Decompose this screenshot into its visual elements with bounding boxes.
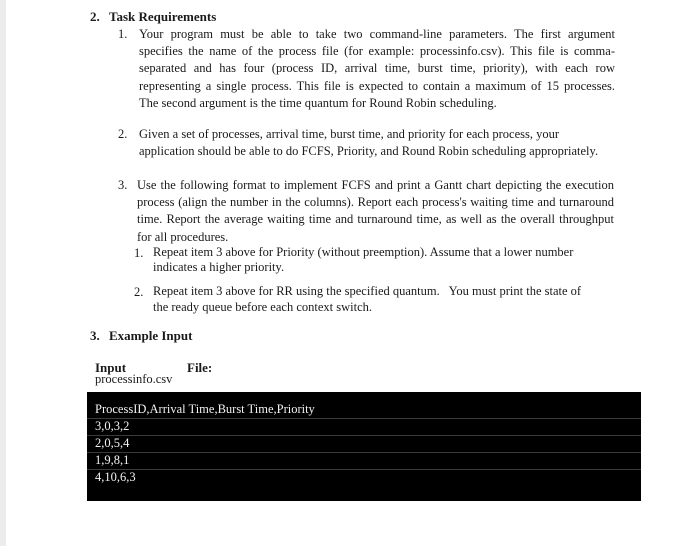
csv-code-block (87, 392, 641, 501)
item-1-line: Your program must be able to take two command-line parameters. The first argument (139, 27, 615, 41)
subitem-1-paragraph (153, 245, 593, 274)
item-1-line: specifies the name of the process file (for example: processinfo.csv). This file is comma- (139, 44, 615, 59)
subitem-2-number: 2. (134, 285, 144, 299)
section-3-title: Example Input (109, 328, 193, 343)
item-2-line: Given a set of processes, arrival time, burst time, and priority for each process, your (139, 127, 560, 141)
file-label: File: (187, 360, 213, 375)
csv-row-text: 3,0,3,2 (95, 419, 130, 433)
item-3-line: time. Report the average waiting time and turnaround time, as well as the overall throughput (137, 212, 614, 227)
item-1-line: The second argument is the time quantum for Round Robin scheduling. (139, 95, 497, 110)
csv-row (87, 418, 641, 436)
item-1-paragraph (139, 26, 615, 112)
item-3-paragraph (137, 177, 614, 246)
csv-row (87, 392, 641, 419)
item-3-line: process (align the number in the columns). Report each process's waiting time and turnaround (137, 195, 614, 210)
csv-row-text: 1,9,8,1 (95, 453, 130, 467)
input-label: Input (95, 360, 127, 375)
csv-row-text: 2,0,5,4 (95, 436, 130, 450)
subitem-2-line: the ready queue before each context switch. (153, 299, 372, 314)
csv-header-text: ProcessID,Arrival Time,Burst Time,Priority (95, 402, 315, 416)
subitem-1-line: indicates a higher priority. (153, 259, 285, 274)
csv-row (87, 452, 641, 470)
subitem-1-number: 1. (134, 246, 144, 260)
section-2-number: 2. (90, 9, 100, 24)
subitem-2-line: Repeat item 3 above for RR using the specified quantum. You must print the state of (153, 284, 582, 298)
csv-row (87, 469, 641, 486)
item-1-line: separated and has four (process ID, arrival time, burst time, priority), with each row (139, 61, 615, 76)
csv-row (87, 435, 641, 453)
subitem-1-line: Repeat item 3 above for Priority (without preemption). Assume that a lower number (153, 245, 574, 259)
item-1-number: 1. (118, 27, 128, 41)
item-3-number: 3. (118, 178, 128, 192)
section-2-title: Task Requirements (109, 9, 217, 24)
file-name: processinfo.csv (95, 372, 173, 386)
item-1-line: representing a single process. This file is expected to contain a maximum of 15 processes. (139, 78, 615, 93)
page-left-edge (0, 0, 6, 546)
subitem-2-paragraph (153, 284, 598, 315)
item-3-line: for all procedures. (137, 229, 229, 244)
item-3-line: Use the following format to implement FCFS and print a Gantt chart depicting the execution (137, 178, 614, 192)
item-2-paragraph (139, 126, 615, 160)
section-3-number: 3. (90, 328, 100, 343)
item-2-number: 2. (118, 127, 128, 141)
item-2-line: application should be able to do FCFS, Priority, and Round Robin scheduling appropriately. (139, 144, 599, 159)
csv-row-text: 4,10,6,3 (95, 470, 136, 484)
